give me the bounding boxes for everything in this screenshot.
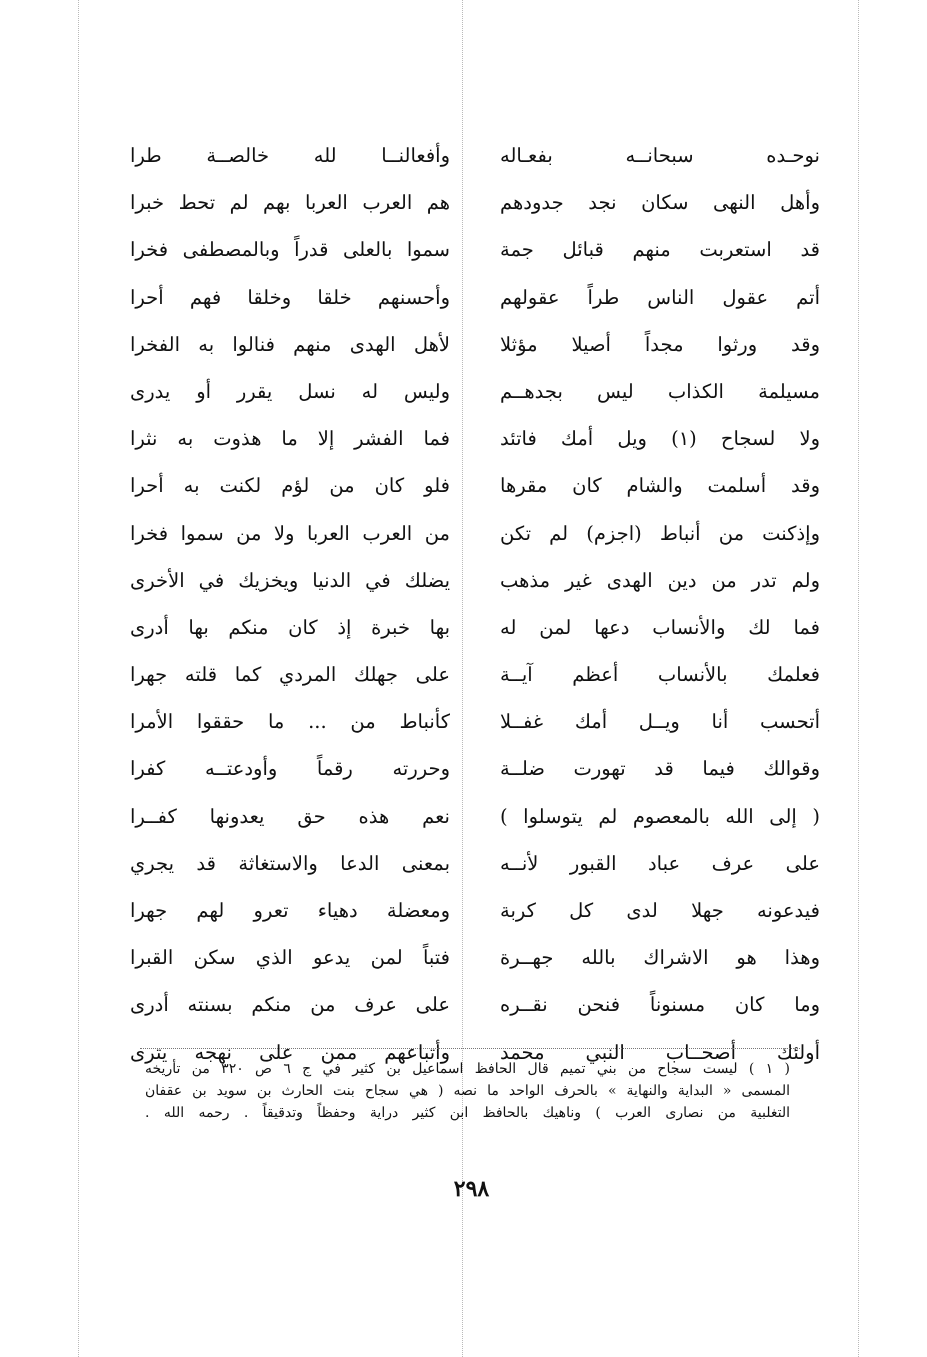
verse bbox=[130, 327, 820, 374]
verse-first-hemistich: وإذكنت من أنباط (اجزم) لم تكن bbox=[500, 521, 820, 545]
footnote-line: التغلبية من نصارى العرب ) وناهيك بالحافظ ابن كثير دراية وحفظاً وتدقيقاً . رحمه الله . bbox=[145, 1105, 790, 1121]
poem bbox=[130, 138, 820, 1082]
verse-second-hemistich: نعم هذه حق يعدونها كفــرا bbox=[130, 804, 450, 828]
verse bbox=[130, 421, 820, 468]
verse-second-hemistich: وأتباعهم ممن على نهجه يترى bbox=[130, 1040, 450, 1064]
scan-artifact-line bbox=[78, 0, 79, 1357]
verse-second-hemistich: بمعنى الدعا والاستغاثة قد يجري bbox=[130, 851, 450, 875]
verse bbox=[130, 940, 820, 987]
verse bbox=[130, 610, 820, 657]
verse-first-hemistich: أتحسب أنا ويــل أمك غفــلا bbox=[500, 710, 820, 734]
footnote-line: المسمى « البداية والنهاية » بالحرف الواحد ما نصه ( هي سجاح بنت الحارث بن سويد بن عقفان bbox=[145, 1083, 790, 1099]
page-number: ٢٩٨ bbox=[453, 1176, 490, 1202]
verse bbox=[130, 893, 820, 940]
verse bbox=[130, 232, 820, 279]
footnote-separator bbox=[140, 1048, 800, 1049]
verse bbox=[130, 280, 820, 327]
verse-first-hemistich: مسيلمة الكذاب ليس بجدهــم bbox=[500, 379, 820, 403]
verse-second-hemistich: كأنباط من ... ما حققوا الأمرا bbox=[130, 710, 450, 734]
verse-second-hemistich: وأحسنهم خلقا وخلقا فهم أحرا bbox=[130, 285, 450, 309]
verse-second-hemistich: فلو كان من لؤم لكنت به أحرا bbox=[130, 474, 450, 498]
verse bbox=[130, 563, 820, 610]
verse-second-hemistich: ومعضلة دهياء تعرو لهم جهرا bbox=[130, 899, 450, 922]
verse-first-hemistich: فما لك والأنساب دعها لمن له bbox=[500, 615, 820, 639]
footnote bbox=[145, 1058, 790, 1124]
verse bbox=[130, 987, 820, 1034]
verse-first-hemistich: على عرف عباد القبور لأنــه bbox=[500, 851, 820, 875]
verse bbox=[130, 516, 820, 563]
verse bbox=[130, 751, 820, 798]
verse-first-hemistich: فعلمك بالأنساب أعظم آيــة bbox=[500, 663, 820, 687]
verse-second-hemistich: هم العرب العربا بهم لم تحط خبرا bbox=[130, 191, 450, 215]
verse-second-hemistich: وليس له نسل يقرر أو يدرى bbox=[130, 379, 450, 403]
verse-first-hemistich: وهذا هو الاشراك بالله جهــرة bbox=[500, 946, 820, 970]
verse bbox=[130, 657, 820, 704]
verse-first-hemistich: وقد أسلمت والشام كان مقرها bbox=[500, 474, 820, 498]
verse-second-hemistich: فتباً لمن يدعو الذي سكن القبرا bbox=[130, 946, 450, 970]
verse bbox=[130, 704, 820, 751]
verse-second-hemistich: وحررته رقماً وأودعتــه كفرا bbox=[130, 757, 450, 781]
verse bbox=[130, 846, 820, 893]
verse-second-hemistich: سموا بالعلى قدراً وبالمصطفى فخرا bbox=[130, 238, 450, 262]
verse bbox=[130, 468, 820, 515]
verse-first-hemistich: أولئك أصحــاب النبي محمد bbox=[500, 1040, 820, 1064]
verse-first-hemistich: وما كان مسنوناً فنحن نقــره bbox=[500, 993, 820, 1017]
verse-first-hemistich: وقوالك فيما قد تهورت ضلــة bbox=[500, 757, 820, 781]
verse-second-hemistich: على عرف من منكم بسنته أدرى bbox=[130, 993, 450, 1017]
verse-first-hemistich: ولا لسجاح (١) ويل أمك فاتئد bbox=[500, 427, 820, 451]
verse-first-hemistich: نوحـده سبحانــه بفعـاله bbox=[500, 144, 820, 167]
footnote-line: ( ١ ) ليست سجاح من بني تميم قال الحافظ اسماعيل بن كثير في ج ٦ ص ٣٢٠ من تأريخه bbox=[145, 1061, 790, 1077]
verse-first-hemistich: قد استعربت منهم قبائل جمة bbox=[500, 238, 820, 262]
verse-second-hemistich: وأفعالنــا لله خالصــة طرا bbox=[130, 144, 450, 167]
verse-second-hemistich: بها خبرة إذ كان منكم بها أدرى bbox=[130, 615, 450, 639]
verse-first-hemistich: ولم تدر من دين الهدى غير مذهب bbox=[500, 568, 820, 592]
verse-first-hemistich: فيدعونه جهلا لدى كل كربة bbox=[500, 899, 820, 922]
verse bbox=[130, 185, 820, 232]
verse bbox=[130, 138, 820, 185]
verse bbox=[130, 374, 820, 421]
verse-first-hemistich: وقد ورثوا مجداً أصيلا مؤثلا bbox=[500, 332, 820, 356]
verse-second-hemistich: فما الفشر إلا ما هذوت به نثرا bbox=[130, 427, 450, 451]
verse-first-hemistich: أتم عقول الناس طراً عقولهم bbox=[500, 285, 820, 309]
verse-first-hemistich: ( إلى الله بالمعصوم لم يتوسلوا ) bbox=[500, 804, 820, 828]
scan-artifact-line bbox=[858, 0, 859, 1357]
verse-second-hemistich: لأهل الهدى منهم فنالوا به الفخرا bbox=[130, 332, 450, 356]
verse-second-hemistich: يضلك في الدنيا ويخزيك في الأخرى bbox=[130, 568, 450, 592]
verse-second-hemistich: من العرب العربا ولا من سموا فخرا bbox=[130, 521, 450, 545]
verse-first-hemistich: وأهل النهى سكان نجد جدودهم bbox=[500, 191, 820, 215]
verse-second-hemistich: على جهلك المردي كما قلته جهرا bbox=[130, 663, 450, 687]
verse bbox=[130, 799, 820, 846]
